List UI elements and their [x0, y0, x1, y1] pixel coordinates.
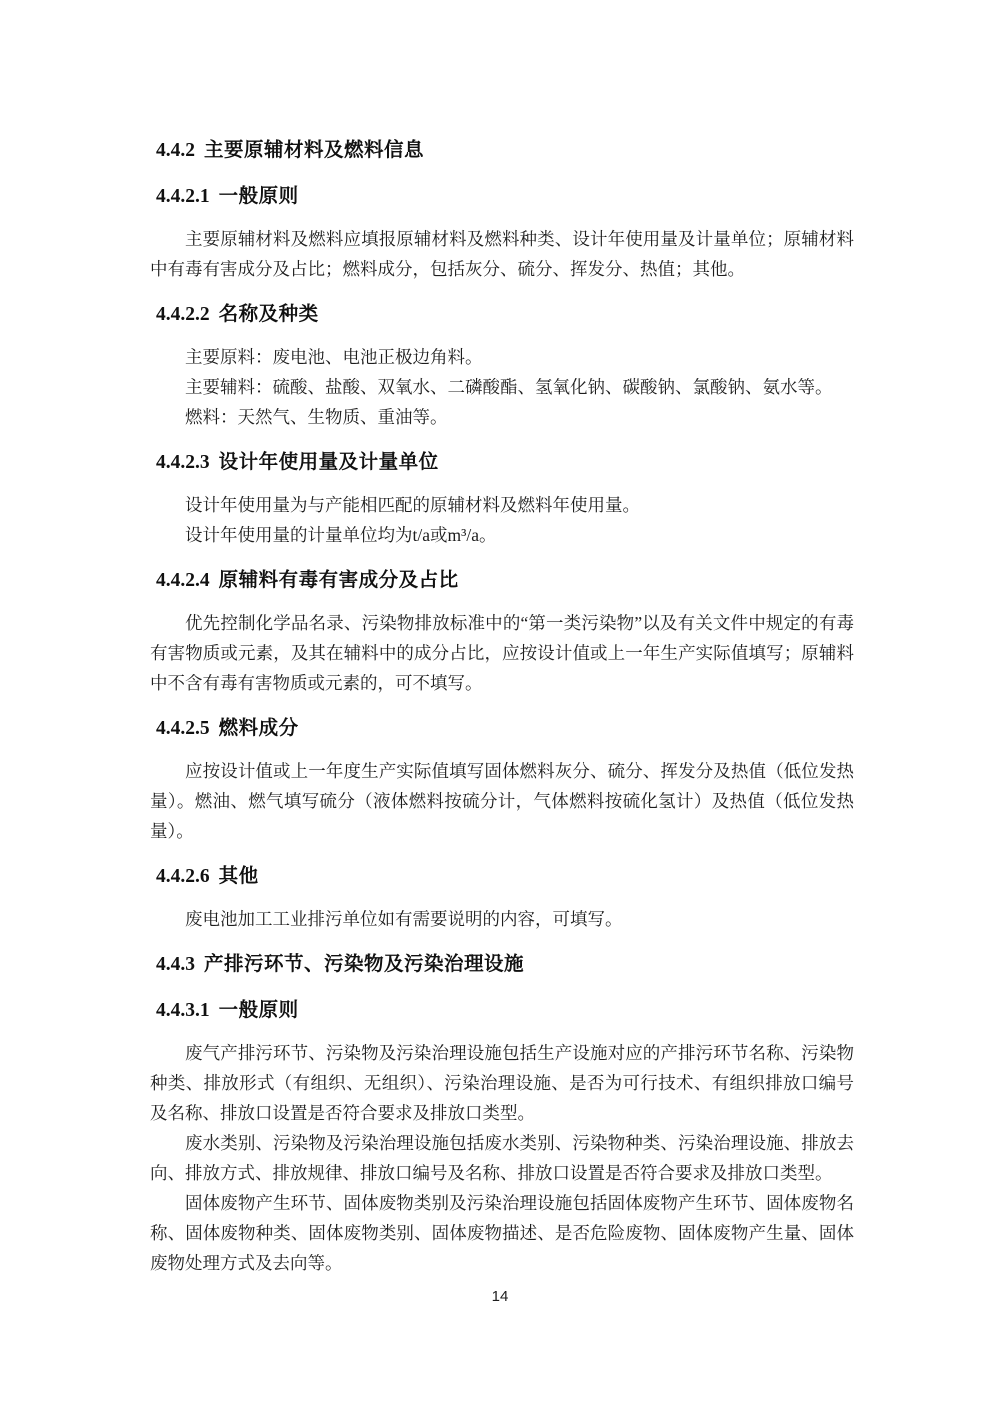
heading-number: 4.4.3: [156, 954, 195, 975]
heading-number: 4.4.2.3: [156, 452, 210, 473]
heading-number: 4.4.2.6: [156, 866, 210, 887]
heading-number: 4.4.2.1: [156, 186, 210, 207]
heading-number: 4.4.2: [156, 140, 195, 161]
heading-title: 名称及种类: [218, 303, 319, 325]
section-heading-4-4-2-2: [156, 299, 854, 330]
heading-title: 设计年使用量及计量单位: [218, 451, 439, 473]
section-heading-4-4-2-3: [156, 447, 854, 478]
section-heading-4-4-2-4: [156, 565, 854, 596]
heading-title: 其他: [218, 865, 259, 887]
paragraph-main-auxiliary-materials: 主要辅料：硫酸、盐酸、双氧水、二磷酸酯、氢氧化钠、碳酸钠、氯酸钠、氨水等。: [185, 377, 833, 397]
section-heading-4-4-3-1: [156, 995, 854, 1026]
section-heading-4-4-2-6: [156, 861, 854, 892]
heading-title: 燃料成分: [218, 717, 299, 739]
paragraph-general-principle: 主要原辅材料及燃料应填报原辅材料及燃料种类、设计年使用量及计量单位；原辅材料中有毒有害成分及占比；燃料成分，包括灰分、硫分、挥发分、热值；其他。: [150, 229, 854, 279]
section-heading-4-4-2-5: [156, 713, 854, 744]
section-heading-4-4-2-1: [156, 181, 854, 212]
paragraph-waste-gas: 废气产排污环节、污染物及污染治理设施包括生产设施对应的产排污环节名称、污染物种类、排放形式（有组织、无组织）、污染治理设施、是否为可行技术、有组织排放口编号及名称、排放口设置是否符合要求及排放口类型。: [150, 1043, 854, 1123]
heading-title: 产排污环节、污染物及污染治理设施: [204, 953, 525, 975]
paragraph-fuels: 燃料：天然气、生物质、重油等。: [185, 407, 448, 427]
heading-title: 一般原则: [218, 185, 299, 207]
section-heading-4-4-2: [156, 135, 854, 166]
heading-number: 4.4.2.4: [156, 570, 210, 591]
section-heading-4-4-3: [156, 949, 854, 980]
page-number: 14: [491, 1288, 509, 1305]
document-content: [150, 120, 854, 1278]
heading-title: 一般原则: [218, 999, 299, 1021]
paragraph-other: 废电池加工工业排污单位如有需要说明的内容，可填写。: [185, 909, 623, 929]
paragraph-measurement-unit: 设计年使用量的计量单位均为t/a或m³/a。: [185, 525, 497, 545]
paragraph-main-raw-materials: 主要原料：废电池、电池正极边角料。: [185, 347, 483, 367]
paragraph-toxic-components: 优先控制化学品名录、污染物排放标准中的“第一类污染物”以及有关文件中规定的有毒有害物质或元素，及其在辅料中的成分占比，应按设计值或上一年生产实际值填写；原辅料中不含有毒有害物质或元素的，可不填写。: [150, 613, 854, 693]
paragraph-waste-water: 废水类别、污染物及污染治理设施包括废水类别、污染物种类、污染治理设施、排放去向、排放方式、排放规律、排放口编号及名称、排放口设置是否符合要求及排放口类型。: [150, 1133, 854, 1183]
paragraph-solid-waste: 固体废物产生环节、固体废物类别及污染治理设施包括固体废物产生环节、固体废物名称、固体废物种类、固体废物类别、固体废物描述、是否危险废物、固体废物产生量、固体废物处理方式及去向等。: [150, 1193, 854, 1273]
paragraph-design-annual-usage: 设计年使用量为与产能相匹配的原辅材料及燃料年使用量。: [185, 495, 640, 515]
heading-number: 4.4.2.2: [156, 304, 210, 325]
paragraph-fuel-composition: 应按设计值或上一年度生产实际值填写固体燃料灰分、硫分、挥发分及热值（低位发热量）。燃油、燃气填写硫分（液体燃料按硫分计，气体燃料按硫化氢计）及热值（低位发热量）。: [150, 761, 854, 841]
heading-title: 主要原辅材料及燃料信息: [204, 139, 425, 161]
heading-title: 原辅料有毒有害成分及占比: [218, 569, 459, 591]
heading-number: 4.4.2.5: [156, 718, 210, 739]
heading-number: 4.4.3.1: [156, 1000, 210, 1021]
